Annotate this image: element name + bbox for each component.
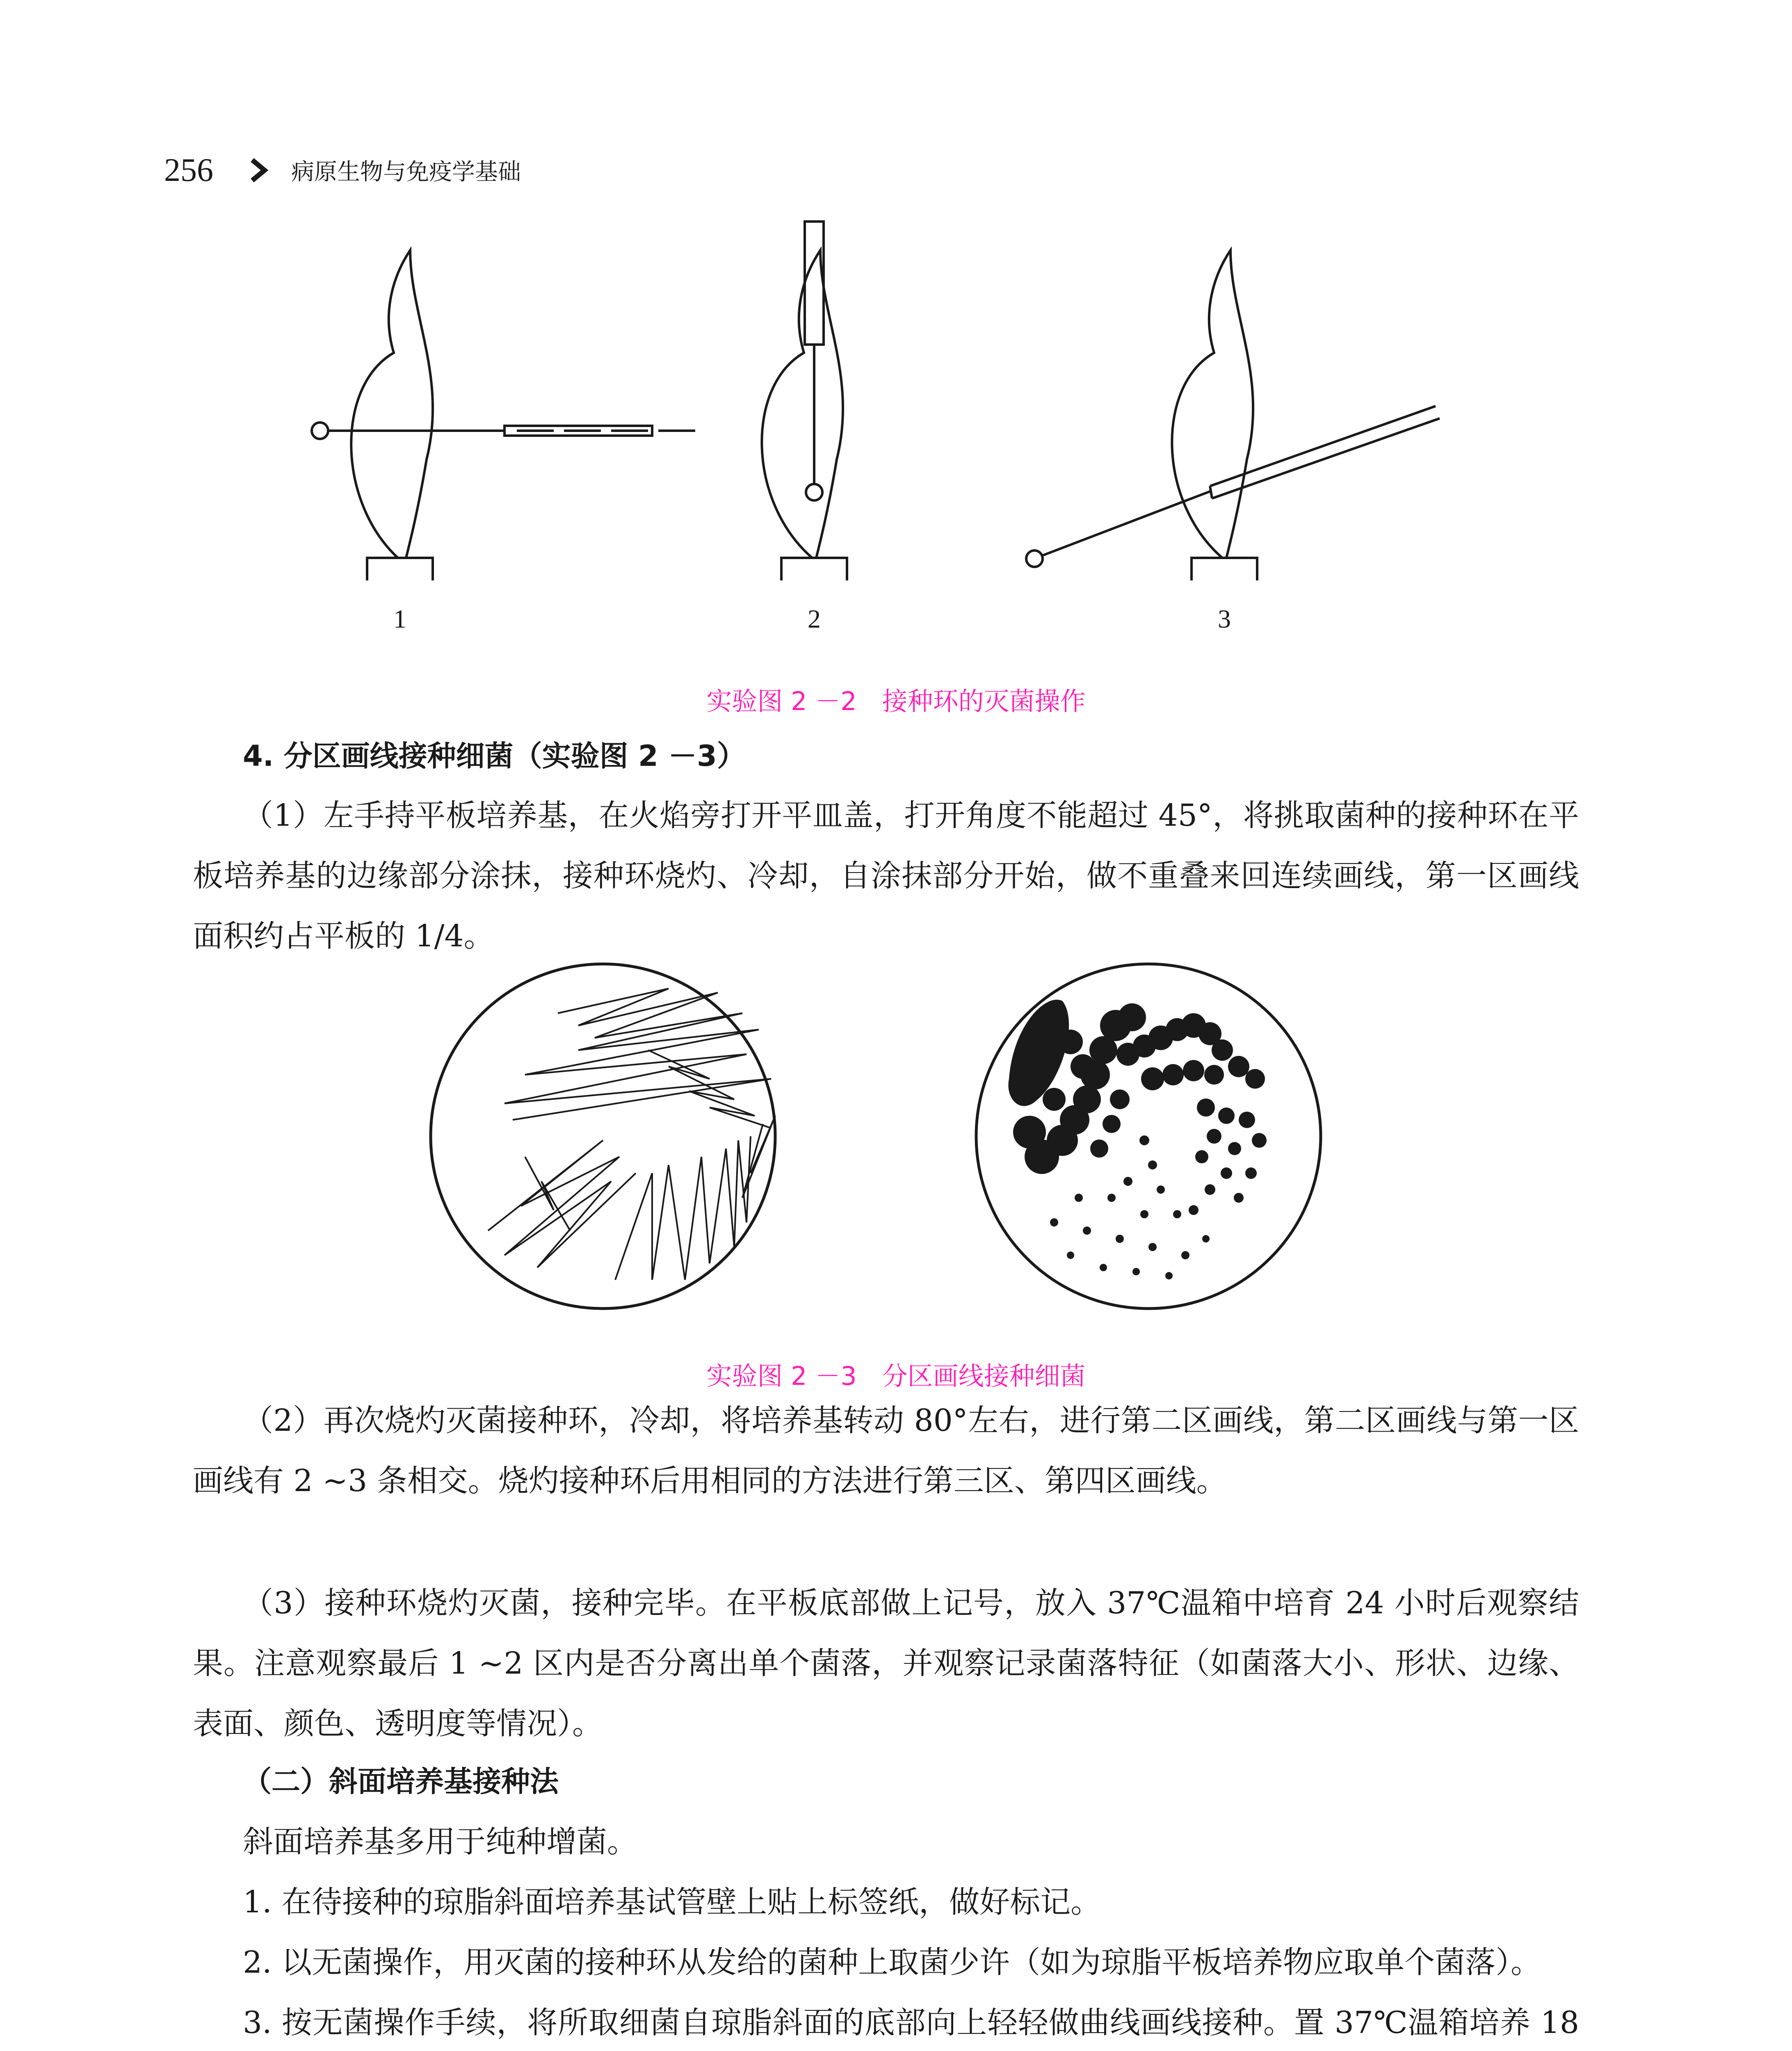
section-heading: 4. 分区画线接种细菌（实验图 2 －3） [243,739,746,773]
figure-streak-plates [422,943,1333,1333]
paragraph-step3: （3）接种环烧灼灭菌，接种完毕。在平板底部做上记号，放入 37℃温箱中培育 24 小时后观察结果。注意观察最后 1 ~2 区内是否分离出单个菌落，并观察记录菌落特征（如菌落大小、形状、边缘、表面、颜色、透明度等情况）。 [193,1585,1579,1741]
list-item: 1. 在待接种的琼脂斜面培养基试管壁上贴上标签纸，做好标记。 [243,1884,1101,1920]
flame-diagram-3 [1026,250,1440,580]
page-header [164,146,521,195]
figure1-caption: 实验图 2 －2 接种环的灭菌操作 [706,686,1086,716]
figure1-label-3: 3 [1218,604,1231,633]
figure1-label-2: 2 [808,604,821,633]
paragraph-step1: （1）左手持平板培养基，在火焰旁打开平皿盖，打开角度不能超过 45°，将挑取菌种的接种环在平板培养基的边缘部分涂抹，接种环烧灼、冷却，自涂抹部分开始，做不重叠来回连续画线，第一区画线面积约占平板的 1/4。 [193,798,1579,954]
list-item: 2. 以无菌操作，用灭菌的接种环从发给的菌种上取菌少许（如为琼脂平板培养物应取单个菌落）。 [243,1945,1541,1980]
flame-diagram-2 [762,222,847,580]
petri-dish-streaks [431,964,775,1309]
figure1-label-1: 1 [393,604,406,633]
section-heading: （二）斜面培养基接种法 [243,1765,559,1798]
flame-diagram-1 [312,250,697,580]
section-slant-inoculation [193,1752,1579,2051]
paragraph: 斜面培养基多用于纯种增菌。 [243,1824,637,1859]
petri-dish-colonies [976,964,1321,1309]
paragraph-step2: （2）再次烧灼灭菌接种环，冷却，将培养基转动 80°左右，进行第二区画线，第二区画线与第一区画线有 2 ~3 条相交。烧灼接种环后用相同的方法进行第三区、第四区画线。 [193,1403,1579,1498]
page-number: 256 [164,152,213,188]
book-title: 病原生物与免疫学基础 [291,159,521,185]
chevron-right-icon [238,154,279,187]
list-item: 3. 按无菌操作手续，将所取细菌自琼脂斜面的底部向上轻轻做曲线画线接种。置 37℃温箱培养 18 [243,2005,1579,2040]
figure2-caption: 实验图 2 －3 分区画线接种细菌 [706,1361,1086,1391]
figure-loop-sterilization [287,213,1477,656]
